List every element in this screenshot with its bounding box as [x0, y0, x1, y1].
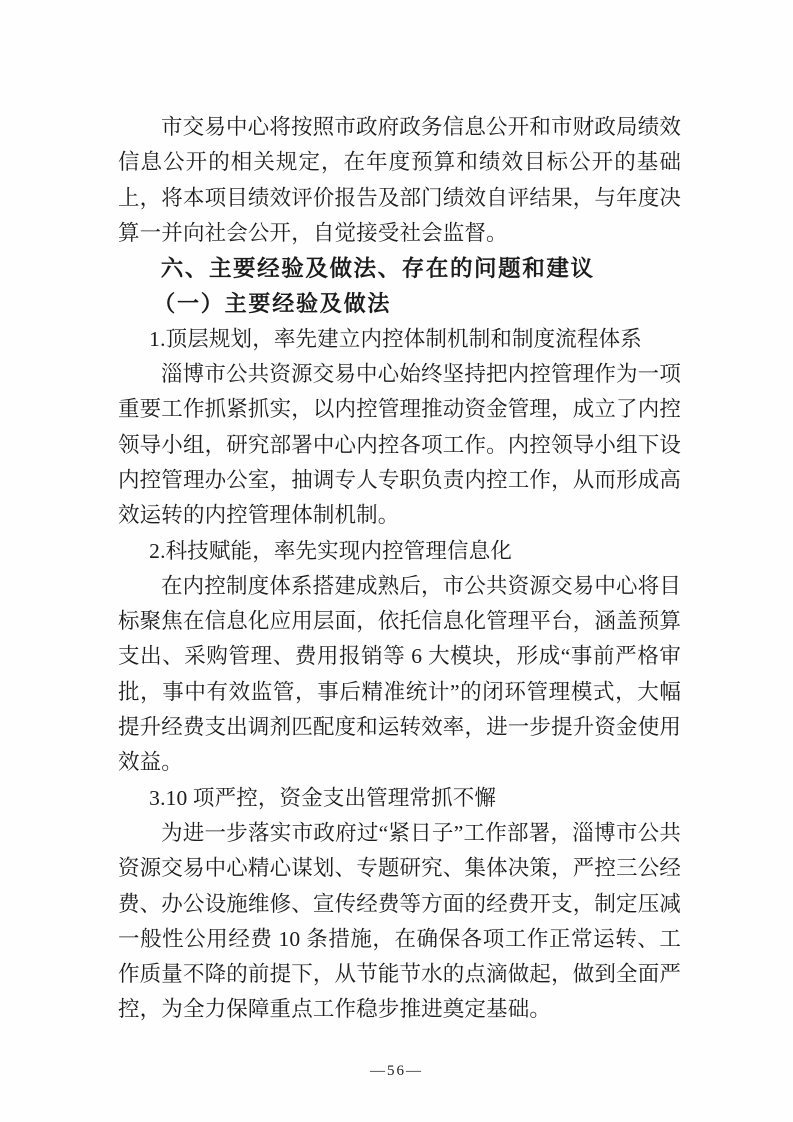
paragraph-internal-control-system: 淄博市公共资源交易中心始终坚持把内控管理作为一项重要工作抓紧抓实，以内控管理推动资金管理，成立了内控领导小组，研究部署中心内控各项工作。内控领导小组下设内控管理办公室，抽调专人专职负责内控工作，从而形成高效运转的内控管理体制机制。	[118, 362, 681, 528]
paragraph-informatization-platform: 在内控制度体系搭建成熟后，市公共资源交易中心将目标聚焦在信息化应用层面，依托信息化管理平台，涵盖预算支出、采购管理、费用报销等 6 大模块，形成“事前严格审批，事中有效监管，事后精准统计”的闭环管理模式，大幅提升经费支出调剂匹配度和运转效率，进一步提升资金使用效益。	[118, 573, 681, 775]
page-number: —56—	[370, 1063, 423, 1079]
subsection-heading-one: （一）主要经验及做法	[153, 291, 392, 317]
section-heading-six: 六、主要经验及做法、存在的问题和建议	[160, 256, 595, 282]
item-heading-2-technology-enablement: 2.科技赋能，率先实现内控管理信息化	[149, 538, 512, 563]
document-body	[118, 110, 681, 1028]
item-heading-3-strict-controls: 3.10 项严控，资金支出管理常抓不懈	[149, 785, 497, 810]
paragraph-public-disclosure: 市交易中心将按照市政府政务信息公开和市财政局绩效信息公开的相关规定，在年度预算和绩效目标公开的基础上，将本项目绩效评价报告及部门绩效自评结果，与年度决算一并向社会公开，自觉接受社会监督。	[118, 115, 681, 245]
paragraph-expenditure-control: 为进一步落实市政府过“紧日子”工作部署，淄博市公共资源交易中心精心谋划、专题研究、集体决策，严控三公经费、办公设施维修、宣传经费等方面的经费开支，制定压减一般性公用经费 10 条措施，在确保各项工作正常运转、工作质量不降的前提下，从节能节水的点滴做起，做到全面严控，为全力保障重点工作稳步推进奠定基础。	[118, 820, 681, 1022]
item-heading-1-top-level-planning: 1.顶层规划，率先建立内控体制机制和制度流程体系	[149, 326, 642, 351]
